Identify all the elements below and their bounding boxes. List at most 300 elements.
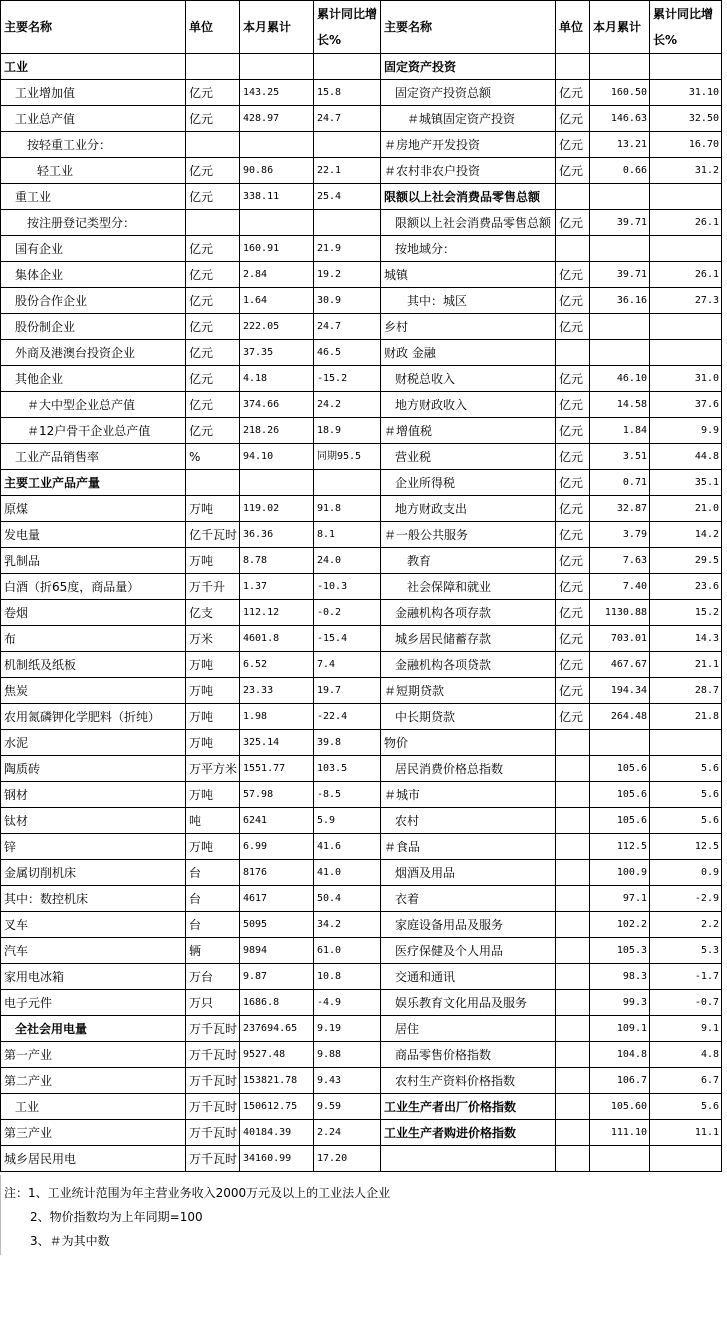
right-unit-cell: 亿元 [556,600,590,626]
left-name-cell: 锌 [1,834,186,860]
right-name-cell: 工业生产者购进价格指数 [381,1120,556,1146]
right-unit-cell: 亿元 [556,522,590,548]
table-row [1,964,722,990]
left-month-total-cell: 237694.65 [240,1016,314,1042]
right-name-cell: 工业生产者出厂价格指数 [381,1094,556,1120]
table-row [1,184,722,210]
right-name-cell: 物价 [381,730,556,756]
left-month-total-cell: 37.35 [240,340,314,366]
left-unit-cell: 台 [186,886,240,912]
right-month-total-cell: 160.50 [590,80,650,106]
left-month-total-cell: 119.02 [240,496,314,522]
right-growth-cell: 5.6 [650,808,722,834]
left-month-total-cell: 40184.39 [240,1120,314,1146]
left-growth-cell: -0.2 [314,600,381,626]
right-name-cell: ＃一般公共服务 [381,522,556,548]
left-month-total-cell: 90.86 [240,158,314,184]
right-month-total-cell: 105.6 [590,808,650,834]
right-month-total-cell: 105.6 [590,782,650,808]
right-month-total-cell: 105.6 [590,756,650,782]
right-unit-cell: 亿元 [556,210,590,236]
right-growth-cell: 2.2 [650,912,722,938]
right-month-total-cell [590,236,650,262]
right-growth-cell: 37.6 [650,392,722,418]
right-growth-cell: 31.2 [650,158,722,184]
left-unit-cell: 亿元 [186,80,240,106]
left-unit-cell: 亿元 [186,392,240,418]
right-unit-cell: 亿元 [556,262,590,288]
right-growth-cell: 12.5 [650,834,722,860]
right-month-total-cell: 36.16 [590,288,650,314]
right-name-cell: 中长期贷款 [381,704,556,730]
right-growth-cell: 16.70 [650,132,722,158]
left-unit-cell: 亿元 [186,106,240,132]
table-row [1,782,722,808]
left-growth-cell: 9.88 [314,1042,381,1068]
left-unit-cell: 亿元 [186,158,240,184]
left-name-cell: 乳制品 [1,548,186,574]
left-unit-cell: 亿元 [186,184,240,210]
left-month-total-cell: 9527.48 [240,1042,314,1068]
right-name-cell: 财税总收入 [381,366,556,392]
right-name-cell: 居住 [381,1016,556,1042]
right-unit-cell: 亿元 [556,314,590,340]
left-growth-cell: 41.6 [314,834,381,860]
right-month-total-cell: 39.71 [590,262,650,288]
right-unit-cell [556,964,590,990]
left-month-total-cell: 1686.8 [240,990,314,1016]
left-month-total-cell: 153821.78 [240,1068,314,1094]
right-growth-cell: 28.7 [650,678,722,704]
table-row [1,262,722,288]
left-unit-cell: 万千瓦时 [186,1094,240,1120]
left-name-cell: 国有企业 [1,236,186,262]
table-row [1,236,722,262]
left-name-cell: 其他企业 [1,366,186,392]
right-month-total-cell: 106.7 [590,1068,650,1094]
left-unit-cell: 万千瓦时 [186,1068,240,1094]
right-month-total-cell [590,314,650,340]
right-growth-cell: 32.50 [650,106,722,132]
left-unit-cell: 万千升 [186,574,240,600]
left-name-cell: 工业 [1,54,186,80]
table-row [1,860,722,886]
left-growth-cell: 8.1 [314,522,381,548]
right-growth-cell: 26.1 [650,262,722,288]
header-unit-right: 单位 [556,1,590,54]
right-name-cell: 地方财政收入 [381,392,556,418]
table-row [1,808,722,834]
right-unit-cell [556,860,590,886]
right-unit-cell: 亿元 [556,678,590,704]
right-name-cell: 医疗保健及个人用品 [381,938,556,964]
left-month-total-cell [240,132,314,158]
left-unit-cell: 万千瓦时 [186,1146,240,1172]
left-growth-cell [314,470,381,496]
left-growth-cell: 9.43 [314,1068,381,1094]
left-month-total-cell: 1.37 [240,574,314,600]
left-unit-cell [186,54,240,80]
table-row [1,730,722,756]
left-unit-cell: 万千瓦时 [186,1120,240,1146]
table-row [1,1120,722,1146]
table-row [1,418,722,444]
left-unit-cell: 万千瓦时 [186,1016,240,1042]
header-unit-left: 单位 [186,1,240,54]
left-growth-cell: 19.7 [314,678,381,704]
right-growth-cell: 15.2 [650,600,722,626]
right-growth-cell [650,236,722,262]
left-name-cell: 城乡居民用电 [1,1146,186,1172]
left-unit-cell: 亿元 [186,288,240,314]
table-row [1,210,722,236]
left-unit-cell: 吨 [186,808,240,834]
right-growth-cell: -0.7 [650,990,722,1016]
right-growth-cell: 5.6 [650,1094,722,1120]
right-month-total-cell: 39.71 [590,210,650,236]
right-unit-cell [556,808,590,834]
right-growth-cell: 31.0 [650,366,722,392]
right-unit-cell: 亿元 [556,548,590,574]
table-row [1,340,722,366]
table-row [1,990,722,1016]
left-growth-cell: 24.7 [314,314,381,340]
right-growth-cell [650,730,722,756]
right-month-total-cell [590,1146,650,1172]
right-month-total-cell: 14.58 [590,392,650,418]
left-month-total-cell: 1.64 [240,288,314,314]
table-row [1,1042,722,1068]
right-growth-cell: 6.7 [650,1068,722,1094]
right-month-total-cell: 1.84 [590,418,650,444]
left-growth-cell: 9.19 [314,1016,381,1042]
right-month-total-cell: 3.79 [590,522,650,548]
right-unit-cell [556,1120,590,1146]
table-row [1,1146,722,1172]
left-name-cell: 金属切削机床 [1,860,186,886]
right-growth-cell: 23.6 [650,574,722,600]
right-growth-cell [650,314,722,340]
right-month-total-cell: 105.60 [590,1094,650,1120]
right-name-cell: 农村生产资料价格指数 [381,1068,556,1094]
left-name-cell: 家用电冰箱 [1,964,186,990]
right-unit-cell [556,912,590,938]
right-name-cell: 社会保障和就业 [381,574,556,600]
right-unit-cell: 亿元 [556,704,590,730]
right-name-cell: ＃短期贷款 [381,678,556,704]
left-name-cell: 股份合作企业 [1,288,186,314]
table-row [1,1094,722,1120]
left-name-cell: 发电量 [1,522,186,548]
right-name-cell: 财政 金融 [381,340,556,366]
right-month-total-cell: 13.21 [590,132,650,158]
right-unit-cell [556,1068,590,1094]
table-row [1,834,722,860]
left-name-cell: 原煤 [1,496,186,522]
left-month-total-cell: 8.78 [240,548,314,574]
right-name-cell: 限额以上社会消费品零售总额 [381,210,556,236]
left-unit-cell: 万吨 [186,678,240,704]
left-unit-cell: 亿元 [186,340,240,366]
right-name-cell: ＃城镇固定资产投资 [381,106,556,132]
note-line-1: 注：1、工业统计范围为年主营业务收入2000万元及以上的工业法人企业 [4,1186,391,1200]
right-name-cell: 金融机构各项贷款 [381,652,556,678]
left-unit-cell: 亿元 [186,366,240,392]
left-unit-cell: 万吨 [186,782,240,808]
left-growth-cell: 50.4 [314,886,381,912]
left-name-cell: 重工业 [1,184,186,210]
left-month-total-cell: 6.99 [240,834,314,860]
left-growth-cell: 24.0 [314,548,381,574]
right-growth-cell: 21.8 [650,704,722,730]
left-name-cell: ＃12户骨干企业总产值 [1,418,186,444]
table-row [1,756,722,782]
table-row [1,80,722,106]
table-row [1,366,722,392]
right-month-total-cell: 7.63 [590,548,650,574]
right-name-cell: 固定资产投资 [381,54,556,80]
right-name-cell: 按地域分： [381,236,556,262]
right-growth-cell: 5.6 [650,782,722,808]
table-row [1,886,722,912]
left-month-total-cell: 4.18 [240,366,314,392]
right-name-cell: 教育 [381,548,556,574]
table-row [1,548,722,574]
left-growth-cell: 22.1 [314,158,381,184]
right-growth-cell: 44.8 [650,444,722,470]
right-month-total-cell: 112.5 [590,834,650,860]
left-name-cell: 钛材 [1,808,186,834]
left-name-cell: 卷烟 [1,600,186,626]
left-month-total-cell: 6.52 [240,652,314,678]
right-unit-cell [556,236,590,262]
table-row [1,938,722,964]
table-row [1,132,722,158]
table-row [1,704,722,730]
right-month-total-cell: 467.67 [590,652,650,678]
table-row [1,1068,722,1094]
left-growth-cell: 同期95.5 [314,444,381,470]
right-name-cell: 地方财政支出 [381,496,556,522]
note-line-2: 2、物价指数均为上年同期=100 [30,1210,203,1224]
left-unit-cell: 万吨 [186,652,240,678]
right-unit-cell [556,990,590,1016]
left-name-cell: 外商及港澳台投资企业 [1,340,186,366]
right-unit-cell: 亿元 [556,418,590,444]
left-unit-cell: 万吨 [186,704,240,730]
left-growth-cell: 21.9 [314,236,381,262]
left-growth-cell: 10.8 [314,964,381,990]
left-name-cell: 轻工业 [1,158,186,184]
right-month-total-cell: 102.2 [590,912,650,938]
left-growth-cell: 34.2 [314,912,381,938]
left-name-cell: 工业产品销售率 [1,444,186,470]
left-growth-cell: -4.9 [314,990,381,1016]
left-month-total-cell [240,470,314,496]
right-month-total-cell: 0.71 [590,470,650,496]
right-unit-cell [556,184,590,210]
right-growth-cell [650,54,722,80]
left-month-total-cell: 94.10 [240,444,314,470]
left-name-cell: 工业总产值 [1,106,186,132]
left-name-cell: 其中：数控机床 [1,886,186,912]
left-name-cell: 全社会用电量 [1,1016,186,1042]
left-month-total-cell: 428.97 [240,106,314,132]
right-name-cell: 城乡居民储蓄存款 [381,626,556,652]
header-row [1,1,722,54]
right-unit-cell [556,1094,590,1120]
left-month-total-cell: 218.26 [240,418,314,444]
right-unit-cell: 亿元 [556,80,590,106]
right-month-total-cell: 194.34 [590,678,650,704]
right-growth-cell: 14.2 [650,522,722,548]
right-month-total-cell: 97.1 [590,886,650,912]
left-growth-cell: 41.0 [314,860,381,886]
left-unit-cell: 亿千瓦时 [186,522,240,548]
left-name-cell: 第二产业 [1,1068,186,1094]
left-growth-cell: 103.5 [314,756,381,782]
left-name-cell: 第三产业 [1,1120,186,1146]
right-name-cell: 营业税 [381,444,556,470]
right-growth-cell [650,1146,722,1172]
left-unit-cell: 万平方米 [186,756,240,782]
left-growth-cell: 18.9 [314,418,381,444]
right-name-cell: 农村 [381,808,556,834]
right-growth-cell: 27.3 [650,288,722,314]
left-unit-cell: 万台 [186,964,240,990]
right-growth-cell: 31.10 [650,80,722,106]
table-row [1,912,722,938]
right-unit-cell: 亿元 [556,574,590,600]
right-name-cell: 城镇 [381,262,556,288]
table-row [1,54,722,80]
right-growth-cell: 9.9 [650,418,722,444]
left-month-total-cell: 150612.75 [240,1094,314,1120]
left-growth-cell: 24.2 [314,392,381,418]
table-row [1,574,722,600]
right-unit-cell [556,340,590,366]
left-month-total-cell: 325.14 [240,730,314,756]
left-month-total-cell: 9894 [240,938,314,964]
header-name-right: 主要名称 [381,1,556,54]
right-month-total-cell: 111.10 [590,1120,650,1146]
table-row [1,600,722,626]
right-name-cell: 商品零售价格指数 [381,1042,556,1068]
left-growth-cell: 5.9 [314,808,381,834]
right-name-cell: 烟酒及用品 [381,860,556,886]
right-name-cell: 限额以上社会消费品零售总额 [381,184,556,210]
right-name-cell: 家庭设备用品及服务 [381,912,556,938]
right-month-total-cell: 7.40 [590,574,650,600]
right-name-cell: 固定资产投资总额 [381,80,556,106]
left-month-total-cell: 1.98 [240,704,314,730]
left-name-cell: 工业增加值 [1,80,186,106]
right-unit-cell [556,1042,590,1068]
right-unit-cell: 亿元 [556,158,590,184]
header-month-total-left: 本月累计 [240,1,314,54]
right-month-total-cell: 100.9 [590,860,650,886]
left-growth-cell: -8.5 [314,782,381,808]
left-unit-cell: 万米 [186,626,240,652]
note-line-3: 3、＃为其中数 [30,1234,110,1248]
left-name-cell: 汽车 [1,938,186,964]
right-name-cell: ＃农村非农户投资 [381,158,556,184]
left-unit-cell: 万只 [186,990,240,1016]
left-margin-line [0,1175,1,1255]
table-row [1,314,722,340]
left-name-cell: 水泥 [1,730,186,756]
right-unit-cell [556,1146,590,1172]
right-name-cell: ＃房地产开发投资 [381,132,556,158]
left-growth-cell: 19.2 [314,262,381,288]
right-growth-cell: 0.9 [650,860,722,886]
right-month-total-cell: 0.66 [590,158,650,184]
left-month-total-cell: 34160.99 [240,1146,314,1172]
table-row [1,522,722,548]
right-growth-cell: 26.1 [650,210,722,236]
left-month-total-cell: 5095 [240,912,314,938]
right-month-total-cell: 99.3 [590,990,650,1016]
left-month-total-cell: 4601.8 [240,626,314,652]
right-month-total-cell: 264.48 [590,704,650,730]
header-name-left: 主要名称 [1,1,186,54]
left-name-cell: 第一产业 [1,1042,186,1068]
right-unit-cell [556,834,590,860]
right-month-total-cell: 146.63 [590,106,650,132]
right-month-total-cell: 3.51 [590,444,650,470]
left-month-total-cell: 8176 [240,860,314,886]
table-row [1,470,722,496]
left-name-cell: 焦炭 [1,678,186,704]
left-month-total-cell: 36.36 [240,522,314,548]
left-growth-cell: 91.8 [314,496,381,522]
left-growth-cell: 30.9 [314,288,381,314]
left-unit-cell [186,132,240,158]
right-month-total-cell: 105.3 [590,938,650,964]
right-month-total-cell [590,184,650,210]
left-unit-cell: % [186,444,240,470]
left-growth-cell: -10.3 [314,574,381,600]
right-month-total-cell: 703.01 [590,626,650,652]
right-growth-cell: 9.1 [650,1016,722,1042]
right-month-total-cell [590,730,650,756]
left-name-cell: 叉车 [1,912,186,938]
left-name-cell: 电子元件 [1,990,186,1016]
header-growth-left: 累计同比增长% [314,1,381,54]
right-unit-cell: 亿元 [556,392,590,418]
left-growth-cell: 9.59 [314,1094,381,1120]
left-unit-cell: 台 [186,912,240,938]
right-growth-cell: -1.7 [650,964,722,990]
left-growth-cell [314,210,381,236]
right-unit-cell [556,730,590,756]
right-unit-cell: 亿元 [556,288,590,314]
left-name-cell: 陶质砖 [1,756,186,782]
left-growth-cell: -15.2 [314,366,381,392]
left-month-total-cell: 222.05 [240,314,314,340]
right-month-total-cell: 109.1 [590,1016,650,1042]
right-name-cell: ＃食品 [381,834,556,860]
table-row [1,158,722,184]
right-name-cell: 衣着 [381,886,556,912]
left-growth-cell: 17.20 [314,1146,381,1172]
right-growth-cell [650,340,722,366]
left-growth-cell: 61.0 [314,938,381,964]
right-unit-cell: 亿元 [556,496,590,522]
left-growth-cell [314,54,381,80]
left-month-total-cell: 338.11 [240,184,314,210]
right-name-cell: 金融机构各项存款 [381,600,556,626]
